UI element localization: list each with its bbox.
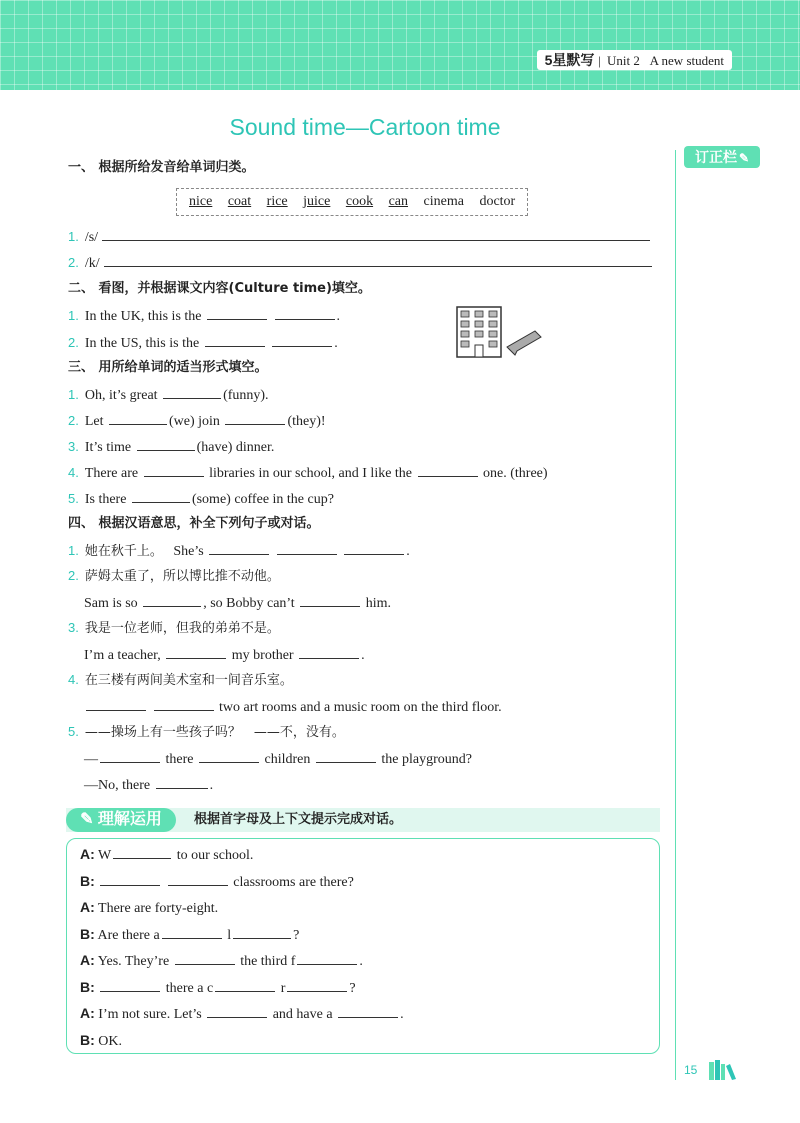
s3-item-5: [68, 488, 334, 508]
s4-item-4-en: [84, 696, 502, 716]
dialogue-line: [80, 977, 356, 997]
blank[interactable]: [299, 644, 359, 659]
s4-item-5-cn: [68, 722, 345, 742]
text: She’s: [173, 544, 204, 559]
item-number: 2.: [68, 255, 79, 270]
s2-item-2: 2. In the US, this is the .: [68, 332, 338, 352]
item-number: 3.: [68, 439, 79, 454]
text: and have a: [272, 1007, 333, 1022]
text: Oh, it’s great: [84, 388, 158, 403]
blank[interactable]: [275, 305, 335, 320]
item-number: 5.: [68, 491, 79, 506]
dialogue-line: [80, 871, 354, 891]
blank[interactable]: [209, 540, 269, 555]
item-number: 2.: [68, 568, 79, 583]
text: (have) dinner.: [196, 440, 275, 455]
blank[interactable]: [215, 977, 275, 992]
item-text: In the UK, this is the: [84, 309, 202, 324]
text: —No, there: [84, 778, 151, 793]
s4-item-3-en: [84, 644, 365, 664]
text: r: [280, 981, 286, 996]
text: ?: [293, 928, 300, 943]
blank[interactable]: [86, 696, 146, 711]
text: Let: [84, 414, 104, 429]
text: Sam is so: [84, 596, 138, 611]
dialogue-line: [80, 1003, 404, 1023]
section-3-heading: 三、 用所给单词的适当形式填空。: [68, 360, 268, 375]
text: (we) join: [169, 414, 220, 429]
building-illustration: [455, 305, 545, 360]
dialogue-line: [80, 844, 253, 864]
s2-item-1: 1. In the UK, this is the .: [68, 305, 340, 325]
word-box: [176, 188, 528, 216]
brand-label: 5星默写: [544, 52, 595, 68]
blank[interactable]: [113, 844, 171, 859]
text: —: [84, 752, 98, 767]
word: can: [388, 194, 409, 209]
word: cinema: [423, 194, 464, 209]
dialogue-line: [80, 950, 363, 970]
section-4-heading: 四、 根据汉语意思，补全下列句子或对话。: [68, 516, 320, 531]
word: coat: [227, 194, 252, 209]
correction-column: [675, 150, 676, 1080]
dialogue-line: [80, 924, 299, 944]
item-number: 1.: [68, 308, 79, 323]
blank[interactable]: [109, 410, 167, 425]
page-number: 15: [684, 1063, 698, 1077]
page-title: Sound time—Cartoon time: [229, 114, 501, 140]
text: .: [400, 1007, 404, 1022]
word: cook: [345, 194, 374, 209]
item-number: 3.: [68, 620, 79, 635]
text: There are forty-eight.: [98, 901, 219, 916]
s4-item-1: [68, 540, 410, 560]
chinese-text: 萨姆太重了，所以博比推不动他。: [84, 569, 280, 584]
text: Is there: [84, 492, 127, 507]
phonetic: /k/: [84, 256, 100, 271]
blank[interactable]: [207, 1003, 267, 1018]
blank[interactable]: [344, 540, 404, 555]
header-banner: [0, 0, 800, 90]
s4-item-3-cn: [68, 618, 280, 638]
blank[interactable]: [154, 696, 214, 711]
unit-title: A new student: [649, 53, 724, 68]
s4-item-2-en: [84, 592, 391, 612]
blank[interactable]: [205, 332, 265, 347]
word: nice: [189, 194, 213, 209]
text: there a c: [165, 981, 214, 996]
blank[interactable]: [272, 332, 332, 347]
s4-item-5-a: [84, 774, 213, 794]
text: It’s time: [84, 440, 132, 455]
text: .: [359, 954, 363, 969]
text: .: [361, 648, 365, 663]
section-banner: [66, 808, 660, 832]
text: there: [165, 752, 194, 767]
answer-line[interactable]: [102, 226, 650, 241]
blank[interactable]: [225, 410, 285, 425]
blank[interactable]: [163, 384, 221, 399]
text: (funny).: [223, 388, 269, 403]
item-number: 5.: [68, 724, 79, 739]
notebook-icon: ✎: [80, 811, 94, 828]
blank[interactable]: [287, 977, 347, 992]
blank[interactable]: [100, 977, 160, 992]
blank[interactable]: [207, 305, 267, 320]
speaker: B:: [80, 1032, 95, 1048]
word: juice: [303, 194, 331, 209]
text: Are there a: [97, 928, 160, 943]
chinese-text: 她在秋千上。: [84, 544, 163, 559]
blank[interactable]: [199, 748, 259, 763]
blank[interactable]: [143, 592, 201, 607]
s3-item-2: [68, 410, 326, 430]
dialogue-line: [80, 897, 218, 917]
speaker: A:: [80, 1005, 95, 1021]
blank[interactable]: [156, 774, 208, 789]
s4-item-5-q: [84, 748, 472, 768]
blank[interactable]: [162, 924, 222, 939]
section-2-heading: 二、 看图，并根据课文内容(Culture time)填空。: [68, 281, 371, 296]
blank[interactable]: [300, 592, 360, 607]
word: doctor: [479, 194, 516, 209]
text: Yes. They’re: [97, 954, 170, 969]
speaker: B:: [80, 873, 95, 889]
text: .: [209, 778, 214, 793]
text: my brother: [231, 648, 294, 663]
text: to our school.: [176, 848, 254, 863]
word: rice: [266, 194, 288, 209]
chinese-text: 在三楼有两间美术室和一间音乐室。: [84, 673, 293, 688]
s3-item-4: [68, 462, 548, 482]
item-number: 2.: [68, 335, 79, 350]
blank[interactable]: [233, 924, 291, 939]
text: (some) coffee in the cup?: [191, 492, 334, 507]
text: the playground?: [381, 752, 472, 767]
item-number: 1.: [68, 387, 79, 402]
pencil-icon: ✎: [738, 151, 750, 165]
speaker: B:: [80, 926, 95, 942]
section-1-heading: 一、 根据所给发音给单词归类。: [68, 160, 255, 175]
blank[interactable]: [137, 436, 195, 451]
text: There are: [84, 466, 139, 481]
s4-item-4-cn: [68, 670, 293, 690]
text: libraries in our school, and I like the: [209, 466, 413, 481]
speaker: A:: [80, 952, 95, 968]
chinese-text: ——操场上有一些孩子吗？ ——不，没有。: [84, 725, 345, 740]
text: I’m not sure. Let’s: [98, 1007, 202, 1022]
chinese-text: 我是一位老师，但我的弟弟不是。: [84, 621, 280, 636]
text: OK.: [98, 1034, 123, 1049]
blank[interactable]: [338, 1003, 398, 1018]
correction-tab: [684, 146, 760, 168]
text: the third f: [240, 954, 296, 969]
banner-tag: [66, 808, 176, 832]
s3-item-3: [68, 436, 274, 456]
item-number: 1.: [68, 543, 79, 558]
blank[interactable]: [297, 950, 357, 965]
text: ?: [349, 981, 356, 996]
blank[interactable]: [418, 462, 478, 477]
blank[interactable]: [316, 748, 376, 763]
blank[interactable]: [175, 950, 235, 965]
text: W: [98, 848, 112, 863]
text: children: [264, 752, 311, 767]
item-text: In the US, this is the: [84, 336, 200, 351]
speaker: B:: [80, 979, 95, 995]
speaker: A:: [80, 846, 95, 862]
item-number: 1.: [68, 229, 79, 244]
item-number: 4.: [68, 465, 79, 480]
blank[interactable]: [100, 871, 160, 886]
text: (they)!: [287, 414, 326, 429]
text: classrooms are there?: [233, 875, 354, 890]
dialogue-line: [80, 1030, 122, 1050]
text: I’m a teacher,: [84, 648, 161, 663]
item-number: 4.: [68, 672, 79, 687]
speaker: A:: [80, 899, 95, 915]
text: him.: [365, 596, 391, 611]
banner-tag-label: 理解运用: [97, 811, 162, 828]
unit-label: Unit 2: [606, 53, 640, 68]
correction-tab-label: 订正栏: [694, 149, 737, 165]
s1-item-2: [68, 252, 652, 272]
blank[interactable]: [168, 871, 228, 886]
text: l: [227, 928, 232, 943]
blank[interactable]: [132, 488, 190, 503]
text: .: [406, 544, 410, 559]
text: , so Bobby can’t: [203, 596, 295, 611]
s1-item-1: [68, 226, 650, 246]
phonetic: /s/: [84, 230, 99, 245]
text: one. (three): [483, 466, 548, 481]
text: two art rooms and a music room on the third floor.: [219, 700, 502, 715]
answer-line[interactable]: [104, 252, 652, 267]
blank[interactable]: [100, 748, 160, 763]
blank[interactable]: [144, 462, 204, 477]
unit-tag: 5星默写 | Unit 2 A new student: [537, 50, 732, 70]
s4-item-2-cn: [68, 566, 280, 586]
item-number: 2.: [68, 413, 79, 428]
books-icon: [708, 1058, 738, 1080]
banner-instruction: 根据首字母及上下文提示完成对话。: [194, 812, 403, 827]
s3-item-1: [68, 384, 269, 404]
blank[interactable]: [166, 644, 226, 659]
blank[interactable]: [277, 540, 337, 555]
